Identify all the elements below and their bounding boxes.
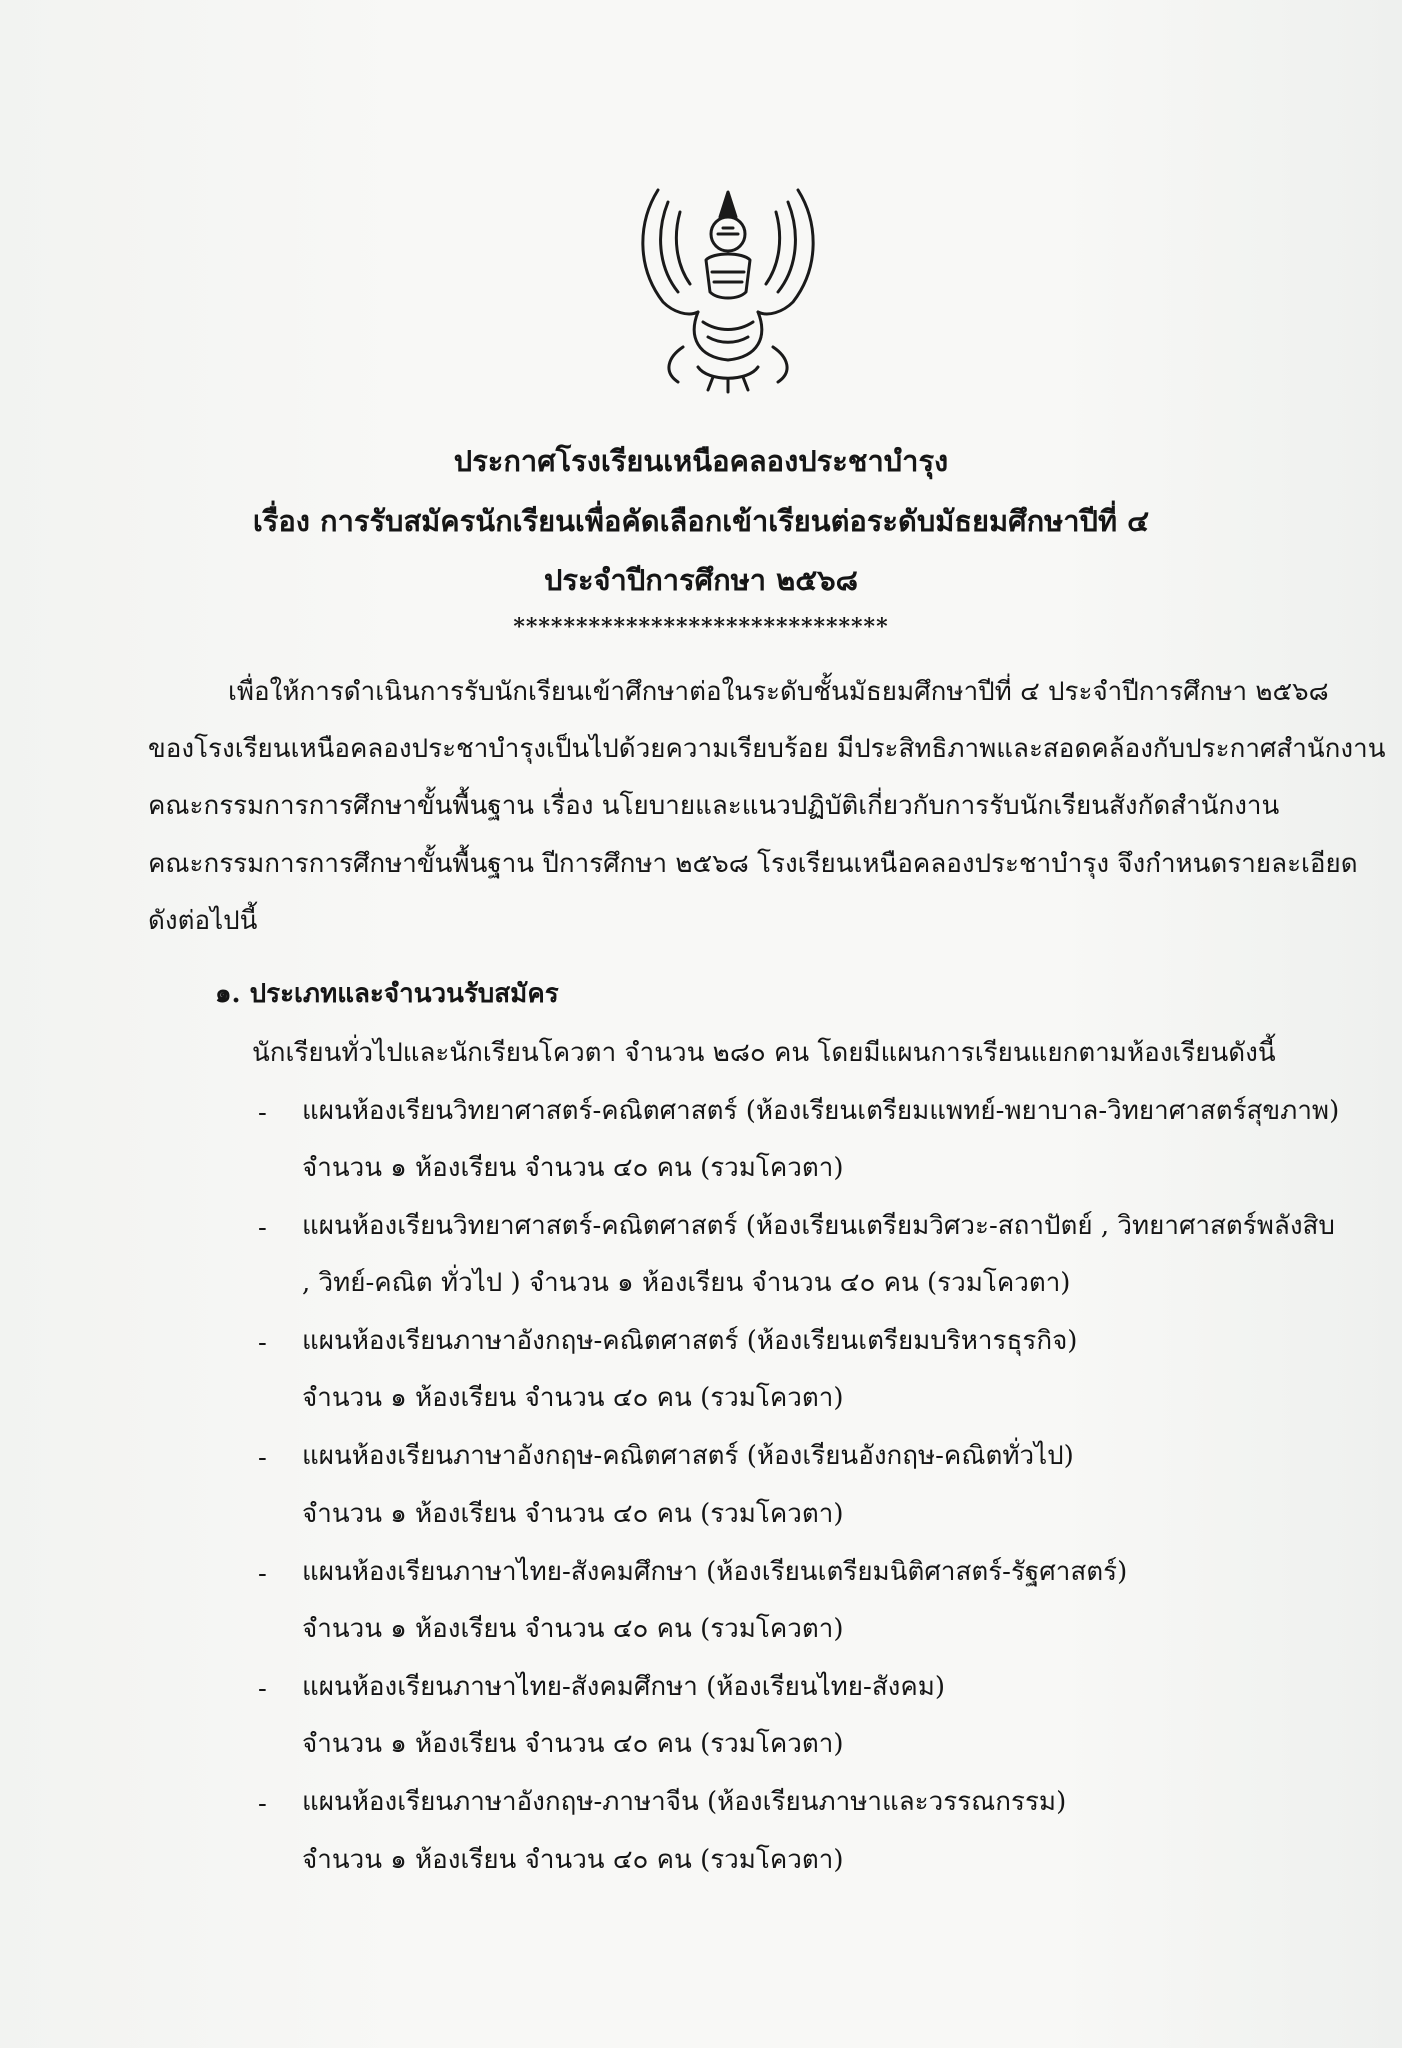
list-bullet: -	[258, 1213, 267, 1243]
plan-item-3-title: แผนห้องเรียนภาษาอังกฤษ-คณิตศาสตร์ (ห้องเรียนเตรียมบริหารธุรกิจ)	[302, 1326, 1078, 1356]
intro-line-3: คณะกรรมการการศึกษาขั้นพื้นฐาน เรื่อง นโยบายและแนวปฏิบัติเกี่ยวกับการรับนักเรียนสังกัดสำนักงาน	[148, 791, 1280, 821]
plan-item-1-detail: จำนวน ๑ ห้องเรียน จำนวน ๔๐ คน (รวมโควตา)	[302, 1153, 844, 1183]
list-bullet: -	[258, 1789, 267, 1819]
plan-item-5-title: แผนห้องเรียนภาษาไทย-สังคมศึกษา (ห้องเรียนเตรียมนิติศาสตร์-รัฐศาสตร์)	[302, 1557, 1128, 1587]
list-bullet: -	[258, 1328, 267, 1358]
list-bullet: -	[258, 1559, 267, 1589]
plan-item-7-title: แผนห้องเรียนภาษาอังกฤษ-ภาษาจีน (ห้องเรียนภาษาและวรรณกรรม)	[302, 1787, 1067, 1817]
list-bullet: -	[258, 1674, 267, 1704]
intro-line-1: เพื่อให้การดำเนินการรับนักเรียนเข้าศึกษาต่อในระดับชั้นมัธยมศึกษาปีที่ ๔ ประจำปีการศึกษา ๒๕๖๘	[228, 677, 1329, 707]
intro-line-4: คณะกรรมการการศึกษาขั้นพื้นฐาน ปีการศึกษา ๒๕๖๘ โรงเรียนเหนือคลองประชาบำรุง จึงกำหนดรายละเอียด	[148, 849, 1358, 879]
plan-item-6-detail: จำนวน ๑ ห้องเรียน จำนวน ๔๐ คน (รวมโควตา)	[302, 1729, 844, 1759]
plan-item-2-title: แผนห้องเรียนวิทยาศาสตร์-คณิตศาสตร์ (ห้องเรียนเตรียมวิศวะ-สถาปัตย์ , วิทยาศาสตร์พลังสิบ	[302, 1211, 1335, 1241]
plan-item-1-title: แผนห้องเรียนวิทยาศาสตร์-คณิตศาสตร์ (ห้องเรียนเตรียมแพทย์-พยาบาล-วิทยาศาสตร์สุขภาพ)	[302, 1096, 1340, 1126]
intro-line-5: ดังต่อไปนี้	[148, 906, 258, 936]
plan-item-4-title: แผนห้องเรียนภาษาอังกฤษ-คณิตศาสตร์ (ห้องเรียนอังกฤษ-คณิตทั่วไป)	[302, 1441, 1074, 1471]
announcement-year: ประจำปีการศึกษา ๒๕๖๘	[544, 563, 858, 597]
plan-item-6-title: แผนห้องเรียนภาษาไทย-สังคมศึกษา (ห้องเรียนไทย-สังคม)	[302, 1672, 946, 1702]
section-heading: ๑. ประเภทและจำนวนรับสมัคร	[215, 979, 559, 1009]
garuda-emblem-icon	[628, 172, 828, 397]
plan-item-7-detail: จำนวน ๑ ห้องเรียน จำนวน ๔๐ คน (รวมโควตา)	[302, 1845, 844, 1875]
announcement-subject: เรื่อง การรับสมัครนักเรียนเพื่อคัดเลือกเข้าเรียนต่อระดับมัธยมศึกษาปีที่ ๔	[252, 504, 1150, 538]
announcement-title: ประกาศโรงเรียนเหนือคลองประชาบำรุง	[453, 444, 949, 478]
list-bullet: -	[258, 1098, 267, 1128]
plan-item-3-detail: จำนวน ๑ ห้องเรียน จำนวน ๔๐ คน (รวมโควตา)	[302, 1383, 844, 1413]
intro-line-2: ของโรงเรียนเหนือคลองประชาบำรุงเป็นไปด้วยความเรียบร้อย มีประสิทธิภาพและสอดคล้องกับประกาศสำนักงาน	[148, 734, 1386, 764]
plan-item-5-detail: จำนวน ๑ ห้องเรียน จำนวน ๔๐ คน (รวมโควตา)	[302, 1614, 844, 1644]
separator-line: ******************************	[513, 614, 889, 640]
section-summary: นักเรียนทั่วไปและนักเรียนโควตา จำนวน ๒๘๐ คน โดยมีแผนการเรียนแยกตามห้องเรียนดังนี้	[252, 1038, 1276, 1068]
list-bullet: -	[258, 1443, 267, 1473]
plan-item-4-detail: จำนวน ๑ ห้องเรียน จำนวน ๔๐ คน (รวมโควตา)	[302, 1499, 844, 1529]
plan-item-2-detail: , วิทย์-คณิต ทั่วไป ) จำนวน ๑ ห้องเรียน จำนวน ๔๐ คน (รวมโควตา)	[302, 1268, 1071, 1298]
